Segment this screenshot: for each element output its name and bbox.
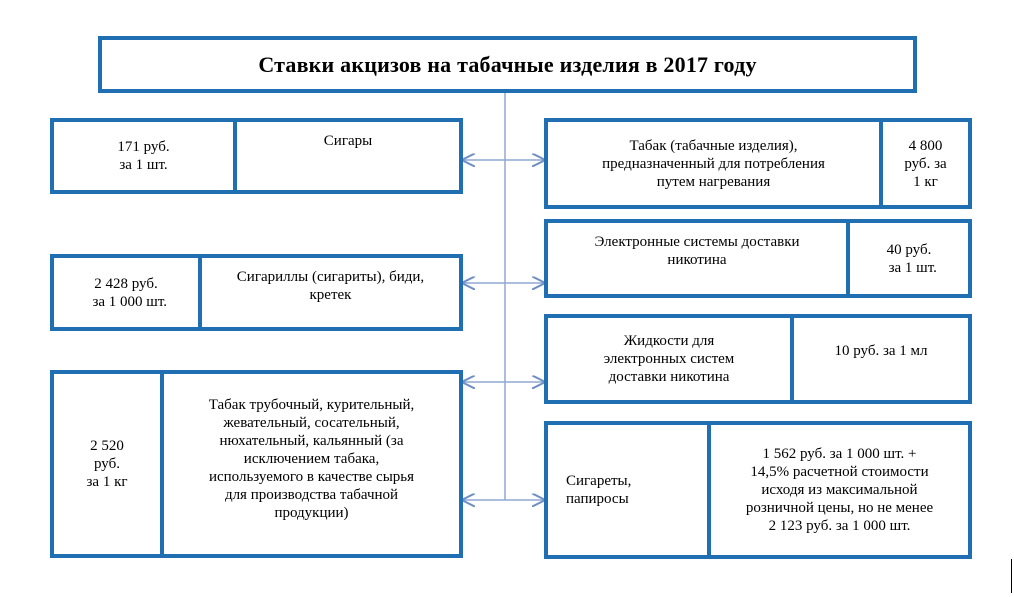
rate-value: 2 520 руб. за 1 кг	[86, 438, 128, 490]
rate-value: 40 руб. за 1 шт.	[886, 241, 937, 276]
right-box-zhidkosti	[544, 314, 972, 404]
right-box-nagrevanie	[544, 118, 972, 209]
diagram-title: Ставки акцизов на табачные изделия в 2017 году	[258, 51, 757, 77]
product-name: Сигареты, папиросы	[566, 473, 632, 507]
rate-value: 171 руб. за 1 шт.	[117, 139, 170, 173]
rate-value: 1 562 руб. за 1 000 шт. + 14,5% расчетной стоимости исходя из максимальной розничной цены, но не менее 2 123 руб. за 1 000 шт.	[745, 446, 934, 534]
right-box-sigarety	[544, 421, 972, 559]
product-name: Жидкости для электронных систем доставки никотина	[603, 333, 735, 385]
product-cell	[548, 223, 846, 294]
rate-cell	[54, 374, 160, 554]
rate-value: 10 руб. за 1 мл	[834, 343, 928, 359]
edge-marker	[1011, 559, 1012, 593]
rate-cell	[879, 122, 968, 205]
title-box	[98, 36, 917, 93]
rate-value: 4 800 руб. за 1 кг	[904, 137, 947, 190]
rate-cell	[707, 425, 968, 555]
left-box-sigarilly	[50, 254, 463, 331]
product-name: Электронные системы доставки никотина	[594, 234, 800, 268]
right-box-elektronnye-sistemy	[544, 219, 972, 298]
rate-cell	[54, 258, 198, 327]
product-name: Табак трубочный, курительный, жевательный, сосательный, нюхательный, кальянный (за исключением табака, используемого в качестве сырья для производства табачной продукции)	[208, 397, 415, 521]
product-cell	[548, 122, 879, 205]
rate-cell	[790, 318, 968, 400]
product-cell	[548, 425, 707, 555]
product-cell	[233, 122, 459, 190]
rate-cell	[54, 122, 233, 190]
rate-value: 2 428 руб. за 1 000 шт.	[92, 275, 168, 310]
left-box-sigary	[50, 118, 463, 194]
product-cell	[548, 318, 790, 400]
product-name: Сигариллы (сигариты), биди, кретек	[236, 269, 425, 303]
product-name: Табак (табачные изделия), предназначенный для потребления путем нагревания	[602, 137, 825, 190]
product-cell	[160, 374, 459, 554]
rate-cell	[846, 223, 968, 294]
product-name: Сигары	[323, 133, 373, 149]
product-cell	[198, 258, 459, 327]
left-box-tabak	[50, 370, 463, 558]
